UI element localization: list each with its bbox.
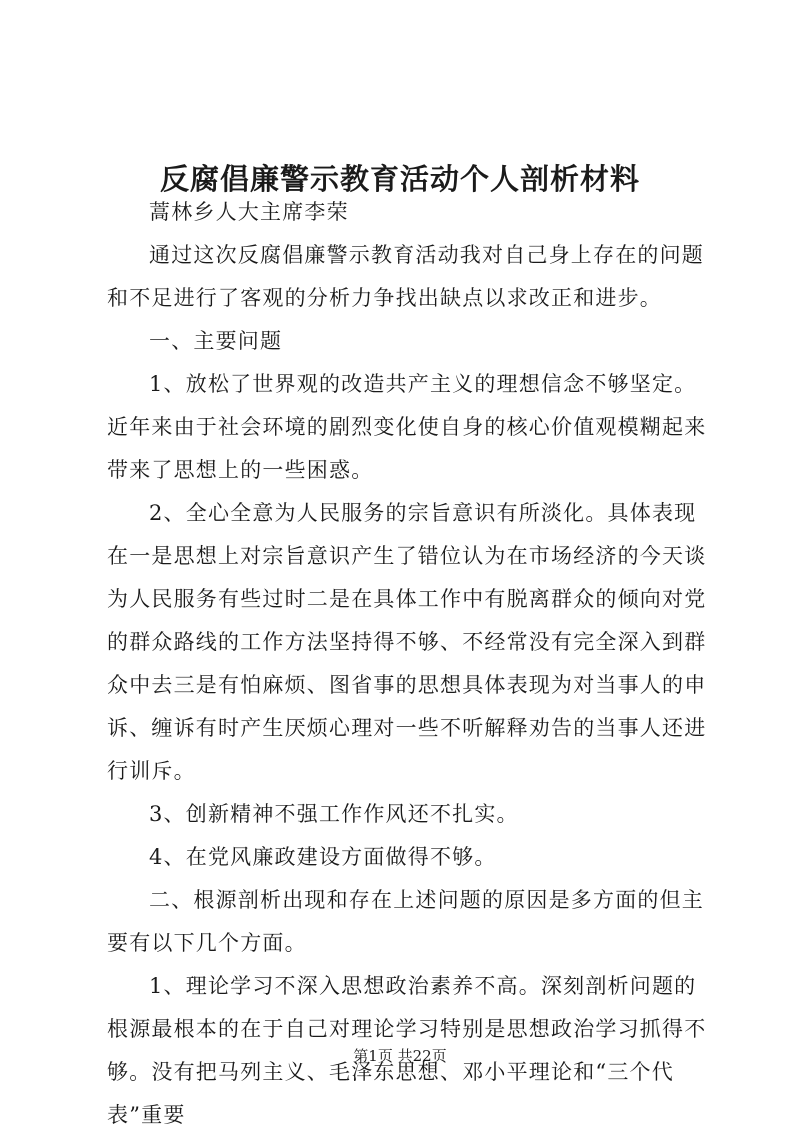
intro-paragraph: 通过这次反腐倡廉警示教育活动我对自己身上存在的问题和不足进行了客观的分析力争找出缺点以求改正和进步。 <box>107 243 704 310</box>
section-heading-root-analysis: 二、根源剖析出现和存在上述问题的原因是多方面的但主要有以下几个方面。 <box>107 888 704 955</box>
problem-item-2: 2、全心全意为人民服务的宗旨意识有所淡化。具体表现在一是思想上对宗旨意识产生了错位认为在市场经济的今天谈为人民服务有些过时二是在具体工作中有脱离群众的倾向对党的群众路线的工作方法坚持得不够、不经常没有完全深入到群众中去三是有怕麻烦、图省事的思想具体表现为对当事人的申诉、缠诉有时产生厌烦心理对一些不听解释劝告的当事人还进行训斥。 <box>107 501 707 783</box>
document-title: 反腐倡廉警示教育活动个人剖析材料 <box>159 162 640 197</box>
analysis-item-1: 1、理论学习不深入思想政治素养不高。深刻剖析问题的根源最根本的在于自己对理论学习特别是思想政治学习抓得不够。没有把马列主义、毛泽东思想、邓小平理论和“三个代表”重要 <box>107 974 707 1127</box>
author-line: 蒿林乡人大主席李荣 <box>149 200 349 224</box>
problem-item-4: 4、在党风廉政建设方面做得不够。 <box>149 845 497 869</box>
section-heading-main-problems: 一、主要问题 <box>149 329 283 353</box>
document-body <box>107 191 717 1137</box>
problem-item-1: 1、放松了世界观的改造共产主义的理想信念不够坚定。近年来由于社会环境的剧烈变化使自身的核心价值观模糊起来带来了思想上的一些困惑。 <box>107 372 707 482</box>
problem-item-3: 3、创新精神不强工作作风还不扎实。 <box>149 802 519 826</box>
page-footer: 第1页 共22页 <box>353 1047 447 1065</box>
